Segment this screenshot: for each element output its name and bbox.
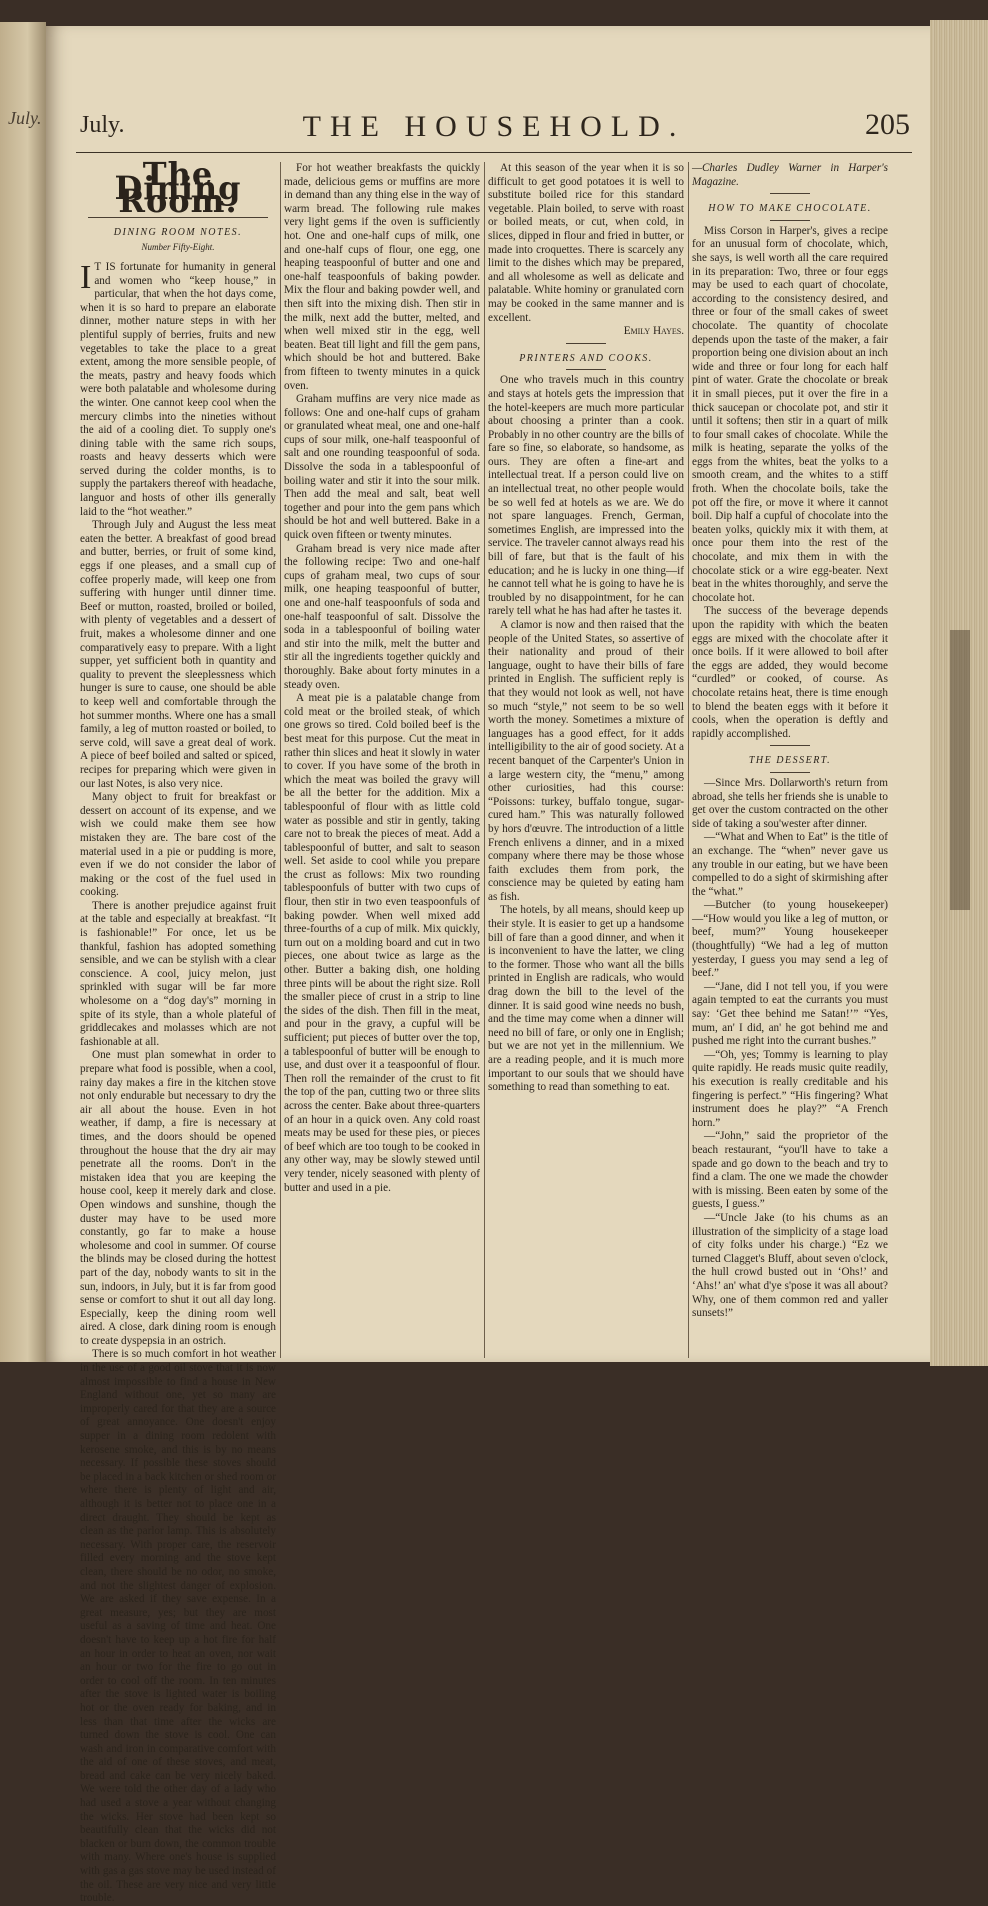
article-paragraph: Miss Corson in Harper's, gives a recipe for an unusual form of chocolate, which, she says, is well worth all the care required in its preparation: Two, three or four eggs may be used to each quart of chocolate, according to the consistency desired, and three or four of the small cakes of sweet chocolate. The quantity of chocolate depends upon the taste of the maker, a fair proportion being one division about an inch wide and three or four long for each half pint of water. Grate the chocolate or break it in small pieces, put it over the fire in a thick saucepan or chocolate pot, and stir it until it softens; then stir in a quart of milk to four small cakes of chocolate. While the milk is heating, separate the yolks of the eggs from the whites, beat the yolks to a smooth cream, and the whites to a stiff froth. When the chocolate boils, take the pot off the fire, or move it where it cannot boil. Dip half a cupful of chocolate into the beaten yolks, quickly mix it with them, at once pour them into the rest of the chocolate, and mix them in with the chocolate stick or a wire egg-beater. Next beat in the whites thoroughly, and serve the chocolate hot. xyxy=(692,224,888,604)
header-page-number: 205 xyxy=(865,108,910,141)
article-paragraph: For hot weather breakfasts the quickly made, delicious gems or muffins are more in demand than any thing else in the way of warm bread. The following rule makes very light gems if the oven is sufficiently hot. One and one-half cups of milk, one and one-half cups of flour, one egg, one heaping teaspoonful of butter and one and one-half teaspoonfuls of baking powder. Mix the flour and baking powder well, and then sift into the mixing dish. Then stir in the milk, next add the butter, melted, and when well mixed stir in the egg, well beaten. Beat till light and fill the gem pans, which should be hot and buttered. Bake from fifteen to twenty minutes in a quick oven. xyxy=(284,162,480,392)
column-1 xyxy=(80,155,276,1905)
divider xyxy=(566,369,606,370)
article-paragraph: —“Uncle Jake (to his chums as an illustration of the simplicity of a stage load of city folks under his charge.) “Ez we turned Clagget's Bluff, about seven o'clock, the hull crowd busted out in ‘Ohs!’ and ‘Ahs!’ an' what d'ye s'pose it was all about? Why, one of them common red and yaller sunsets!” xyxy=(692,1211,888,1320)
article-paragraph: A meat pie is a palatable change from cold meat or the broiled steak, of which one grows so tired. Cold boiled beef is the best meat for this purpose. Cut the meat in rather thin slices and heat it slowly in water to cover. If you have some of the broth in which the meat was boiled the gravy will be all the better for the addition. Mix a tablespoonful of flour with as little cold water as possible and stir in gently, taking care not to break the pieces of meat. Add a tablespoonful of butter, and salt to season well. Set aside to cool while you prepare the crust as follows: Mix two rounding tablespoonfuls of butter with two cups of flour, then stir in two even teaspoonfuls of baking powder. When well mixed add three-fourths of a cup of milk. Mix quickly, turn out on a molding board and cut in two pieces, one about twice as large as the other. Butter a baking dish, one holding three pints will be about the right size. Roll the smaller piece of crust in a strip to line the sides of the dish. Then fill in the meat, and pour in the gravy, a cupful will be sufficient; put pieces of butter over the top, a tablespoonful of butter will be enough to use, and dust over it a teaspoonful of flour. Then roll the remainder of the crust to fit the top of the pan, cutting two or three slits across the center. Bake about three-quarters of an hour in a quick oven. Any cold roast meats may be used for these pies, or pieces of beef which are too tough to be cooked in any other way, may be slowly stewed until very tender, nicely seasoned with plenty of butter and used in a pie. xyxy=(284,692,480,1194)
article-paragraph: —“John,” said the proprietor of the beach restaurant, “you'll have to take a spade and go down to the beach and try to find a clam. The one we made the chowder with is missing. Been eaten by some of the guests, I guess.” xyxy=(692,1130,888,1211)
drop-cap: I xyxy=(80,258,92,296)
article-paragraph: Through July and August the less meat eaten the better. A breakfast of good bread and butter, berries, or fruit of some kind, eggs if one pleases, and a small cup of coffee properly made, will keep one from suffering with hunger until dinner time. Beef or mutton, roasted, broiled or boiled, with plenty of vegetables and a dessert of fruit, makes a wholesome dinner and one comparatively easy to prepare. With a light supper, yet sufficient both in quantity and quality to prevent the sleeplessness which hunger is sure to cause, one should be able to keep well and comfortable through the hot summer months. Where one has a small family, a leg of mutton roasted or boiled, to serve cold, will save a great deal of work. A piece of beef boiled and salted or spiced, recipes for preparing which were given in our last Notes, is also very nice. xyxy=(80,519,276,790)
article-paragraph: A clamor is now and then raised that the people of the United States, so assertive of their nationality and proud of their language, ought to have their bills of fare printed in English. The sufficient reply is that they would not look as well, not have so much “style,” not seem to be so well worth the money. Sometimes a mixture of languages has a good effect, for it adds intelligibility to the air of good society. At a recent banquet of the Carpenter's Union in a large western city, the “menu,” among other curiosities, had this course: “Poissons: turkey, buffalo tongue, sugar-cured ham.” This was naturally followed by hors d'œuvre. The introduction of a little French enlivens a dinner, and in a mixed company where there may be those whose faith excludes them from pork, the conscience may be quieted by eating ham as fish. xyxy=(488,619,684,903)
article-subheading: Number Fifty-Eight. xyxy=(141,242,215,253)
article-paragraph: One who travels much in this country and stays at hotels gets the impression that the hotel-keepers are much more particular about choosing a printer than a cook. Probably in no other country are the bills of fare so fine, so elaborate, so handsome, as ours. They are often a fine-art and intellectual treat. If a person could live on an intellectual treat, no other people would be so well fed at hotels as we are. We do not spare languages. French, German, sometimes English, are impressed into the service. The traveler cannot always read his bill of fare, but that is the fault of his education; and he is lucky in one thing—if he cannot tell what he is going to have he is troubled by no disappointment, for he can rarely tell what he has had after he tastes it. xyxy=(488,374,684,618)
article-paragraph: —Butcher (to young housekeeper)—“How would you like a leg of mutton, or beef, mum?” Young housekeeper (thoughtfully) “We had a leg of mutton yesterday, I guess you may send a leg of beef.” xyxy=(692,899,888,980)
attribution: —Charles Dudley Warner in Harper's Magazine. xyxy=(692,162,888,188)
column-2 xyxy=(284,162,480,1358)
article-paragraph: I T IS fortunate for humanity in general and women who “keep house,” in particular, that when the hot days come, when it is so hard to prepare an elaborate dinner, mother nature steps in with her plentiful supply of berries, fruits and new vegetables to take the place to a great extent, among the more sensible people, of the meats, pastry and heavy foods which were both palatable and wholesome during the winter. One cannot keep cool when the mercury climbs into the nineties without the aid of a cooling diet. To supply one's dining table with the same rich soups, roasts and heavy desserts which were served during the colder months, is to supply the partakers thereof with headache, languor and hosts of other ills generally laid to the “hot weather.” xyxy=(80,258,276,518)
article-paragraph: —Since Mrs. Dollarworth's return from abroad, she tells her friends she is unable to get over the custom contracted on the other side of taking a sou'wester after dinner. xyxy=(692,776,888,830)
article-heading: HOW TO MAKE CHOCOLATE. xyxy=(708,203,872,215)
facing-page-edge xyxy=(0,22,46,1362)
section-title: The Dining Room. xyxy=(114,155,242,221)
article-paragraph: Many object to fruit for breakfast or dessert on account of its expense, and we wish we could make them see how mistaken they are. The bare cost of the material used in a pie or pudding is more, even if we do not consider the labor of making or the cost of the fuel used in cooking. xyxy=(80,791,276,899)
article-paragraph: The success of the beverage depends upon the rapidity with which the beaten eggs are mixed with the chocolate after it once boils. If it were allowed to boil after the eggs are added, they would become “curdled” or cooked, of course. As chocolate retains heat, there is time enough to blend the beaten eggs with it before it cools, when the operation is deftly and rapidly accomplished. xyxy=(692,605,888,740)
column-4 xyxy=(692,162,888,1358)
newspaper-page xyxy=(46,26,930,1905)
header-rule xyxy=(76,152,912,153)
library-stamp xyxy=(950,630,970,910)
article-paragraph: —“What and When to Eat” is the title of an exchange. The “when” never gave us any trouble in our eating, but we have been compelled to do a sight of skirmishing after the “what.” xyxy=(692,831,888,898)
column-rule xyxy=(484,162,485,1358)
article-paragraph: One must plan somewhat in order to prepare what food is possible, when a cool, rainy day makes a fire in the kitchen stove not only endurable but necessary to dry the air all about the house. Even in hot weather, if damp, a fire is necessary at times, and the doors should be opened throughout the house that the dry air may penetrate all the rooms. Don't in the mistaken idea that you are keeping the house cool, keep it merely dark and close. Open windows and sunshine, though the duster may have to be used more constantly, go far to make a house wholesome and cool in summer. Of course the blinds may be closed during the hottest part of the day, nobody wants to sit in the sun, indoors, in July, but it is far from good sense or comfort to shut it out all day long. Especially, keep the dining room well aired. A close, dark dining room is enough to create dyspepsia in an ostrich. xyxy=(80,1049,276,1347)
facing-page-header: July. xyxy=(8,108,42,128)
divider xyxy=(770,745,810,746)
article-paragraph: Graham bread is very nice made after the following recipe: Two and one-half cups of graham meal, two cups of sour milk, one heaping teaspoonful of butter, one and one-half teaspoonfuls of soda and one-half teaspoonful of salt. Dissolve the soda in a tablespoonful of boiling water and stir into the milk, melt the butter and stir all the ingredients together quickly and thoroughly. Bake about forty minutes in a steady oven. xyxy=(284,542,480,691)
divider xyxy=(770,220,810,221)
article-paragraph: At this season of the year when it is so difficult to get good potatoes it is well to substitute boiled rice for this standard vegetable. Plain boiled, to serve with roast or boiled meats, or cut, when cold, in slices, dipped in flour and fried in butter, or made into croquettes. There is scarcely any limit to the dishes which may be prepared, and all wholesome as well as delicate and palatable. White hominy or granulated corn may be cooked in the same manner and is excellent. xyxy=(488,162,684,324)
article-heading: THE DESSERT. xyxy=(748,755,832,767)
article-heading: PRINTERS AND COOKS. xyxy=(519,352,653,364)
divider xyxy=(770,772,810,773)
column-rule xyxy=(280,162,281,1358)
divider xyxy=(566,343,606,344)
article-heading: DINING ROOM NOTES. xyxy=(113,226,243,238)
column-3 xyxy=(488,162,684,1358)
article-paragraph: —“Jane, did I not tell you, if you were again tempted to eat the currants you must say: ‘Get thee behind me Satan!’” “Yes, mum, an' I did, an' he got behind me and pushed me right into the currant bushes.” xyxy=(692,980,888,1048)
article-paragraph: There is so much comfort in hot weather in the use of a good oil stove that it is now almost impossible to find a house in New England without one, yet so many are improperly cared for that they are a source of great annoyance. One doesn't enjoy supper in a dining room redolent with kerosene smoke, and this is by no means necessary. If possible these stoves should be placed in a back kitchen or shed room or where there is plenty of light and air, although it is better not to place one in a direct draught. They should be kept as clean as the parlor lamp. This is absolutely necessary. With proper care, the reservoir filled every morning and the stove kept clean, there should be no odor, no smoke, and not the slightest danger of explosion. We are asked if they save expense. In a great measure, yes; but they are most useful as a saving of time and heat. One doesn't have to keep up a hot fire for half an hour in order to heat an oven, nor wait an hour or two for the fire to go out in order to cool off the room. In ten minutes after the stove is lighted water is boiling hot or the oven ready for baking, and in less than that time after the wicks are turned down the stove is cool. One can wash and iron in comparative comfort with the aid of one of these stoves, and meat, bread and cake can be very nicely baked. We were told the other day of a lady who had used a stove a year without changing the wicks. Her stove had been kept so beautifully clean that the wicks did not blacken or burn down, the common trouble with many. Where one's house is supplied with gas a gas stove may be used instead of the oil. These are very nice and very little trouble. xyxy=(80,1348,276,1905)
article-paragraph: There is another prejudice against fruit at the table and especially at breakfast. “It is fashionable!” For once, let us be thankful, fashion has adopted something sensible, and we can be stylish with a clear conscience. A cool, juicy melon, just sprinkled with sugar will be far more wholesome on a “dog day's” morning in spite of its style, than a whole plateful of griddlecakes and molasses which are not fashionable at all. xyxy=(80,899,276,1048)
header-title: THE HOUSEHOLD. xyxy=(302,110,686,143)
signature: Emily Hayes. xyxy=(623,325,684,338)
article-paragraph: Graham muffins are very nice made as follows: One and one-half cups of graham or granulated wheat meal, one and one-half cups of sour milk, one-half teaspoonful of salt and one rounding teaspoonful of soda. Dissolve the soda in a tablespoonful of boiling water and stir it into the sour milk. Then add the meal and salt, beat well together and pour into the gem pans which should be hot and well buttered. Bake in a quick oven fifteen or twenty minutes. xyxy=(284,393,480,542)
column-rule xyxy=(688,162,689,1358)
divider xyxy=(770,193,810,194)
article-paragraph: The hotels, by all means, should keep up their style. It is easier to get up a handsome bill of fare than a good dinner, and when it is inconvenient to have the latter, we cling to the former. Those who want all the bills printed in English are radicals, who would drag down the bill to the level of the dinner. It is said good wine needs no bush, and the time may come when a dinner will need no bill of fare, or only one in English; but we are not yet in the millennium. We are a reading people, and it is much more important to our souls that we should have something to read than something to eat. xyxy=(488,904,684,1094)
header-month: July. xyxy=(80,112,125,138)
page-header xyxy=(76,106,912,146)
article-paragraph: —“Oh, yes; Tommy is learning to play quite rapidly. He reads music quite readily, his execution is really creditable and his fingering is perfect.” “His fingering? What instrument does he play?” “A French horn.” xyxy=(692,1048,888,1129)
